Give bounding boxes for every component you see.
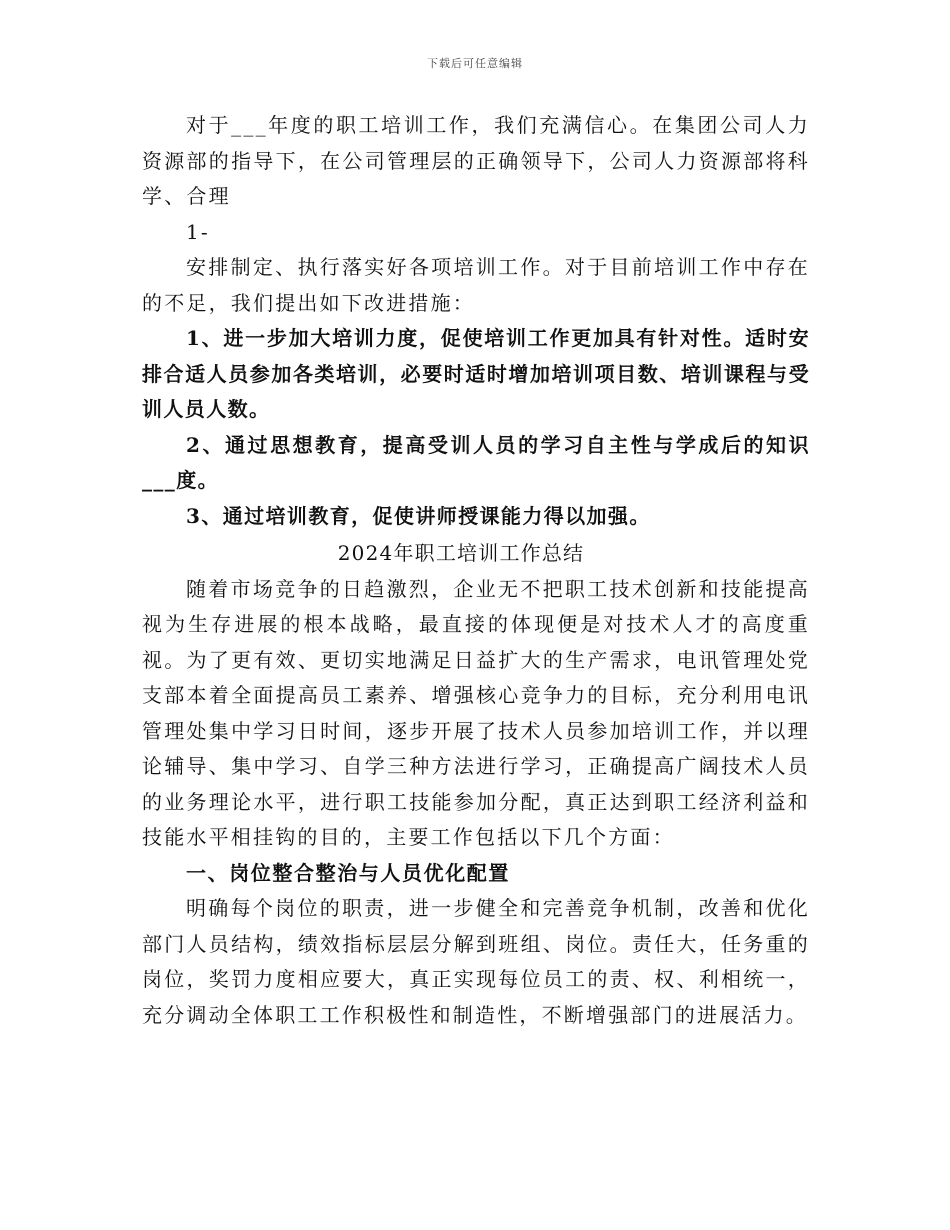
document-title: 2024年职工培训工作总结 — [337, 541, 585, 565]
document-body — [142, 108, 810, 1033]
improvement-item-1: 1、进一步加大培训力度，促使培训工作更加具有针对性。适时安排合适人员参加各类培训，必要时适时增加培训项目数、培训课程与受训人员人数。 — [142, 326, 810, 421]
section-1-body: 明确每个岗位的职责，进一步健全和完善竞争机制，改善和优化部门人员结构，绩效指标层层分解到班组、岗位。责任大，任务重的岗位，奖罚力度相应要大，真正实现每位员工的责、权、利相统一，充分调动全体职工工作积极性和制造性，不断增强部门的进展活力。 — [142, 896, 810, 1027]
improvement-item-3: 3、通过培训教育，促使讲师授课能力得以加强。 — [186, 503, 651, 528]
page-header-note: 下载后可任意编辑 — [427, 57, 523, 70]
paragraph-confidence: 对于___年度的职工培训工作，我们充满信心。在集团公司人力资源部的指导下，在公司管理层的正确领导下，公司人力资源部将科学、合理 — [142, 113, 810, 208]
page-marker: 1- — [186, 219, 210, 244]
improvement-item-2: 2、通过思想教育，提高受训人员的学习自主性与学成后的知识___度。 — [142, 432, 810, 492]
section-heading-1: 一、岗位整合整治与人员优化配置 — [186, 860, 510, 885]
paragraph-arrangement: 安排制定、执行落实好各项培训工作。对于目前培训工作中存在的不足，我们提出如下改进措施： — [142, 255, 810, 315]
paragraph-intro: 随着市场竞争的日趋激烈，企业无不把职工技术创新和技能提高视为生存进展的根本战略，最直接的体现便是对技术人才的高度重视。为了更有效、更切实地满足日益扩大的生产需求，电讯管理处党支部本着全面提高员工素养、增强核心竞争力的目标，充分利用电讯管理处集中学习日时间，逐步开展了技术人员参加培训工作，并以理论辅导、集中学习、自学三种方法进行学习，正确提高广阔技术人员的业务理论水平，进行职工技能参加分配，真正达到职工经济利益和技能水平相挂钩的目的，主要工作包括以下几个方面： — [142, 576, 810, 849]
